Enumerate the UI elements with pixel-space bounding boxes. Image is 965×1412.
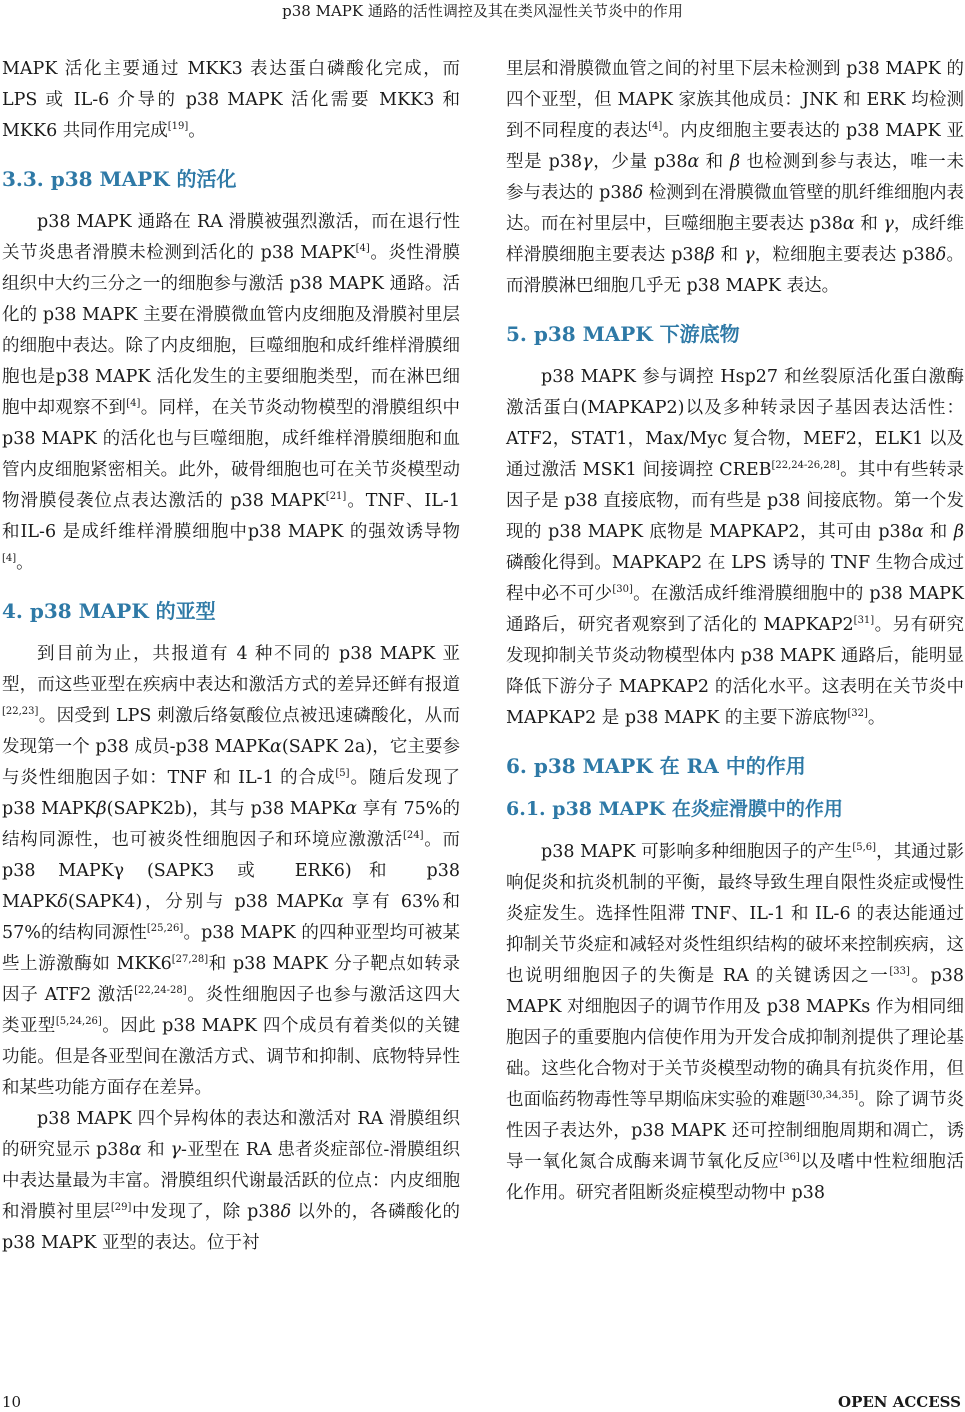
open-access-label: OPEN ACCESS [838,1393,961,1411]
greek-symbol: γ [582,152,593,172]
citation-superscript: [4] [648,121,663,132]
subsection-heading-6-1: 6.1. p38 MAPK 在炎症滑膜中的作用 [506,798,843,820]
citation-superscript: [36] [779,1152,800,1163]
greek-symbol: δ [57,892,68,912]
greek-symbol: γ [170,1140,181,1160]
citation-superscript: [4] [126,398,141,409]
citation-superscript: [5,6] [852,842,877,853]
greek-symbol: α [345,799,357,819]
greek-symbol: α [270,737,282,757]
paragraph-inflammation: p38 MAPK 可影响多种细胞因子的产生[5,6]，其通过影响促炎和抗炎机制的平衡，最终导致生理自限性炎症或慢性炎症发生。选择性阻滞 TNF、IL-1 和 IL-6 的表达能通过抑制关节炎症和减轻对炎性组织结构的破坏来控制疾病，这也说明细胞因子的失衡是 RA 的关键诱因之一[33]。p38 MAPK 对细胞因子的调节作用及 p38 MAPKs 作为相同细胞因子的重要胞内信使作用为开发合成抑制剂提供了理论基础。这些化合物对于关节炎模型动物的确具有抗炎作用，但也面临药物毒性等早期临床实验的难题[30,34,35]。除了调节炎性因子表达外，p38 MAPK 还可控制细胞周期和凋亡，诱导一氧化氮合成酶来调节氧化反应[36]以及嗜中性粒细胞活化作用。研究者阻断炎症模型动物中 p38 [506,842,965,1203]
section-heading-4: 4. p38 MAPK 的亚型 [2,599,216,623]
greek-symbol: β [953,522,964,542]
citation-superscript: [22,24-26,28] [771,460,840,471]
greek-symbol: α [687,152,700,172]
left-column [2,54,460,1259]
citation-superscript: [4] [2,553,17,564]
page-footer [0,1392,965,1412]
paragraph-continued: MAPK 活化主要通过 MKK3 表达蛋白磷酸化完成，而 LPS 或 IL-6 介导的 p38 MAPK 活化需要 MKK3 和 MKK6 共同作用完成[19]。 [2,59,460,141]
running-title: p38 MAPK 通路的活性调控及其在类风湿性关节炎中的作用 [282,2,683,20]
section-heading-6: 6. p38 MAPK 在 RA 中的作用 [506,754,806,778]
paragraph-substrates: p38 MAPK 参与调控 Hsp27 和丝裂原活化蛋白激酶激活蛋白(MAPKAP2)以及多种转录因子基因表达活性：ATF2，STAT1，Max/Myc 复合物，MEF2，ELK1 以及通过激活 MSK1 间接调控 CREB[22,24-26,28]。其中有些转录因子是 p38 直接底物，而有些是 p38 间接底物。第一个发现的 p38 MAPK 底物是 MAPKAP2，其可由 p38α 和 β 磷酸化得到。MAPKAP2 在 LPS 诱导的 TNF 生物合成过程中必不可少[30]。在激活成纤维滑膜细胞中的 p38 MAPK 通路后，研究者观察到了活化的 MAPKAP2[31]。另有研究发现抑制关节炎动物模型体内 p38 MAPK 通路后，能明显降低下游分子 MAPKAP2 的活化水平。这表明在关节炎中 MAPKAP2 是 p38 MAPK 的主要下游底物[32]。 [506,367,964,728]
greek-symbol: δ [935,245,947,265]
citation-superscript: [30] [612,584,633,595]
citation-superscript: [30,34,35] [805,1090,859,1101]
citation-superscript: [19] [167,121,189,132]
paragraph-isoforms: 到目前为止，共报道有 4 种不同的 p38 MAPK 亚型，而这些亚型在疾病中表达和激活方式的差异还鲜有报道[22,23]。因受到 LPS 刺激后络氨酸位点被迅速磷酸化，从而发现第一个 p38 成员-p38 MAPKα(SAPK 2a)，它主要参与炎性细胞因子如：TNF 和 IL-1 的合成[5]。随后发现了 p38 MAPKβ(SAPK2b)，其与 p38 MAPKα 享有 75%的结构同源性，也可被炎性细胞因子和环境应激激活[24]。而 p38 MAPKγ (SAPK3 或 ERK6)和 p38 MAPKδ(SAPK4)，分别与 p38 MAPKα 享有 63%和 57%的结构同源性[25,26]。p38 MAPK 的四种亚型均可被某些上游激酶如 MKK6[27,28]和 p38 MAPK 分子靶点如转录因子 ATF2 激活[22,24-28]。炎性细胞因子也参与激活这四大类亚型[5,24,26]。因此 p38 MAPK 四个成员有着类似的关键功能。但是各亚型间在激活方式、调节和抑制、底物特异性和某些功能方面存在差异。 [2,644,461,1098]
greek-symbol: α [911,522,924,542]
citation-superscript: [21] [325,491,347,502]
paragraph-isoform-expression: p38 MAPK 四个异构体的表达和激活对 RA 滑膜组织的研究显示 p38α 和 γ-亚型在 RA 患者炎症部位-滑膜组织中表达量最为丰富。滑膜组织代谢最活跃的位点：内皮细胞和滑膜衬里层[29]中发现了，除 p38δ 以外的，各磷酸化的 p38 MAPK 亚型的表达。位于衬 [2,1109,460,1253]
page-number: 10 [2,1393,22,1411]
citation-superscript: [27,28] [171,954,209,965]
citation-superscript: [31] [853,615,875,626]
citation-superscript: [32] [847,708,868,719]
right-column [506,54,964,1209]
citation-superscript: [24] [403,830,424,841]
citation-superscript: [25,26] [146,923,184,934]
greek-symbol: δ [280,1202,292,1222]
running-header [0,0,965,30]
greek-symbol: α [842,214,855,234]
citation-superscript: [33] [889,966,910,977]
greek-symbol: γ [883,214,894,234]
section-heading-5: 5. p38 MAPK 下游底物 [506,322,740,346]
citation-superscript: [5,24,26] [55,1016,102,1027]
greek-symbol: δ [632,183,644,203]
greek-symbol: γ [744,245,755,265]
section-heading-3-3: 3.3. p38 MAPK 的活化 [2,167,237,191]
citation-superscript: [22,23] [2,706,39,717]
citation-superscript: [5] [335,768,350,779]
citation-superscript: [4] [355,243,370,254]
citation-superscript: [22,24-28] [134,985,187,996]
greek-symbol: β [96,799,107,819]
greek-symbol: α [331,892,344,912]
paragraph-continued-right: 里层和滑膜微血管之间的衬里下层未检测到 p38 MAPK 的四个亚型，但 MAPK 家族其他成员：JNK 和 ERK 均检测到不同程度的表达[4]。内皮细胞主要表达的 p38 MAPK 亚型是 p38γ，少量 p38α 和 β 也检测到参与表达，唯一未参与表达的 p38δ 检测到在滑膜微血管壁的肌纤维细胞内表达。而在衬里层中，巨噬细胞主要表达 p38α 和 γ，成纤维样滑膜细胞主要表达 p38β 和 γ，粒细胞主要表达 p38δ。而滑膜淋巴细胞几乎无 p38 MAPK 表达。 [506,59,964,296]
paragraph-activation: p38 MAPK 通路在 RA 滑膜被强烈激活，而在退行性关节炎患者滑膜未检测到活化的 p38 MAPK[4]。炎性滑膜组织中大约三分之一的细胞参与激活 p38 MAPK 通路。活化的 p38 MAPK 主要在滑膜微血管内皮细胞及滑膜衬里层的细胞中表达。除了内皮细胞，巨噬细胞和成纤维样滑膜细胞也是p38 MAPK 活化发生的主要细胞类型，而在淋巴细胞中却观察不到[4]。同样，在关节炎动物模型的滑膜组织中 p38 MAPK 的活化也与巨噬细胞，成纤维样滑膜细胞和血管内皮细胞紧密相关。此外，破骨细胞也可在关节炎模型动物滑膜侵袭位点表达激活的 p38 MAPK[21]。TNF、IL-1 和IL-6 是成纤维样滑膜细胞中p38 MAPK 的强效诱导物[4]。 [2,212,461,573]
greek-symbol: β [730,152,741,172]
citation-superscript: [29] [110,1202,132,1213]
greek-symbol: α [129,1140,142,1160]
greek-symbol: β [704,245,715,265]
